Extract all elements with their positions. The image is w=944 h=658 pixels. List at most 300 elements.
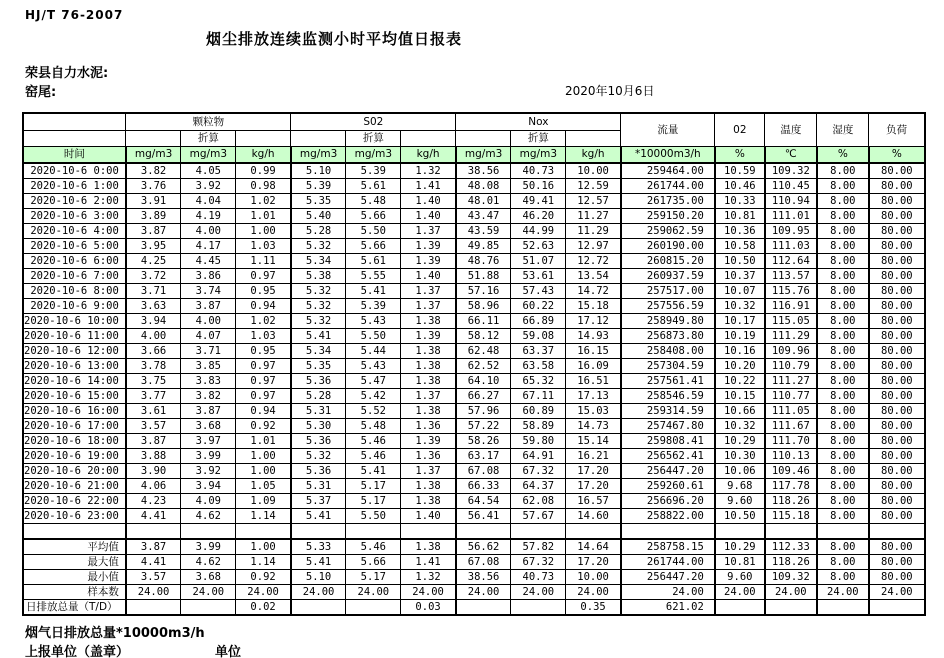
- summary-cell-value: 1.41: [401, 555, 456, 570]
- summary-cell-value: 3.99: [181, 539, 236, 555]
- unit-cell: mg/m3: [456, 146, 511, 163]
- cell-value: 16.15: [566, 344, 621, 359]
- summary-cell-value: [291, 600, 346, 616]
- cell-value: 80.00: [869, 419, 925, 434]
- cell-value: 80.00: [869, 209, 925, 224]
- summary-cell-value: 40.73: [511, 570, 566, 585]
- cell-value: 5.32: [291, 314, 346, 329]
- cell-value: 14.60: [566, 509, 621, 524]
- cell-value: 12.97: [566, 239, 621, 254]
- cell-value: 64.54: [456, 494, 511, 509]
- cell-value: 111.27: [765, 374, 817, 389]
- cell-value: 3.77: [126, 389, 181, 404]
- cell-label: 2020-10-6 7:00: [23, 269, 126, 284]
- cell-value: 8.00: [817, 464, 869, 479]
- cell-value: 12.57: [566, 194, 621, 209]
- cell-value: 16.51: [566, 374, 621, 389]
- subheader-converted: 折算: [181, 130, 236, 146]
- blank-value: [346, 524, 401, 540]
- summary-cell-value: 4.41: [126, 555, 181, 570]
- cell-value: 57.67: [511, 509, 566, 524]
- unit-label: 单位: [215, 645, 242, 658]
- cell-value: 5.42: [346, 389, 401, 404]
- units-row: [23, 146, 925, 163]
- cell-value: 4.17: [181, 239, 236, 254]
- cell-value: 5.37: [291, 494, 346, 509]
- subheader-converted: 折算: [511, 130, 566, 146]
- cell-label: 2020-10-6 20:00: [23, 464, 126, 479]
- cell-value: 66.27: [456, 389, 511, 404]
- blank-value: [291, 524, 346, 540]
- table-row: [23, 464, 925, 479]
- cell-value: 63.58: [511, 359, 566, 374]
- cell-value: 67.11: [511, 389, 566, 404]
- cell-value: 1.14: [236, 509, 291, 524]
- cell-value: 8.00: [817, 374, 869, 389]
- blank-value: [126, 524, 181, 540]
- summary-row: [23, 539, 925, 555]
- cell-value: 5.41: [346, 464, 401, 479]
- summary-cell-value: 1.14: [236, 555, 291, 570]
- cell-value: 3.83: [181, 374, 236, 389]
- cell-value: 14.73: [566, 419, 621, 434]
- table-row: [23, 389, 925, 404]
- cell-value: 50.16: [511, 179, 566, 194]
- cell-value: 10.15: [715, 389, 765, 404]
- cell-value: 9.60: [715, 494, 765, 509]
- cell-value: 8.00: [817, 254, 869, 269]
- summary-cell-value: 1.32: [401, 570, 456, 585]
- summary-cell-value: 112.33: [765, 539, 817, 555]
- cell-value: 3.94: [181, 479, 236, 494]
- blank-value: [456, 524, 511, 540]
- cell-value: 260190.00: [621, 239, 715, 254]
- table-row: [23, 494, 925, 509]
- cell-value: 259314.59: [621, 404, 715, 419]
- header-o2: 02: [715, 113, 765, 146]
- summary-cell-value: 258758.15: [621, 539, 715, 555]
- summary-cell-value: [715, 600, 765, 616]
- cell-value: 10.81: [715, 209, 765, 224]
- cell-value: 5.17: [346, 494, 401, 509]
- cell-value: 64.37: [511, 479, 566, 494]
- summary-cell-value: 0.02: [236, 600, 291, 616]
- cell-label: 2020-10-6 18:00: [23, 434, 126, 449]
- cell-value: 10.32: [715, 299, 765, 314]
- time-header-cell: 时间: [23, 146, 126, 163]
- cell-value: 4.45: [181, 254, 236, 269]
- cell-value: 5.32: [291, 299, 346, 314]
- summary-cell-label: 日排放总量（T/D）: [23, 600, 126, 616]
- cell-value: 8.00: [817, 359, 869, 374]
- summary-cell-value: 24.00: [291, 585, 346, 600]
- cell-value: 1.38: [401, 344, 456, 359]
- cell-label: 2020-10-6 19:00: [23, 449, 126, 464]
- unit-cell: %: [817, 146, 869, 163]
- cell-value: 1.39: [401, 254, 456, 269]
- header-flow: 流量: [621, 113, 715, 146]
- cell-value: 8.00: [817, 179, 869, 194]
- cell-value: 46.20: [511, 209, 566, 224]
- cell-value: 5.66: [346, 239, 401, 254]
- cell-value: 57.43: [511, 284, 566, 299]
- cell-value: 14.72: [566, 284, 621, 299]
- cell-value: 1.38: [401, 494, 456, 509]
- cell-value: 62.52: [456, 359, 511, 374]
- cell-value: 3.57: [126, 419, 181, 434]
- group-header-nox: Nox: [456, 113, 621, 130]
- cell-value: 10.16: [715, 344, 765, 359]
- cell-value: 5.61: [346, 179, 401, 194]
- cell-value: 4.00: [126, 329, 181, 344]
- summary-cell-value: 5.41: [291, 555, 346, 570]
- cell-value: 8.00: [817, 434, 869, 449]
- cell-value: 4.00: [181, 224, 236, 239]
- summary-cell-value: 56.62: [456, 539, 511, 555]
- cell-value: 53.61: [511, 269, 566, 284]
- cell-value: 3.94: [126, 314, 181, 329]
- summary-cell-value: 3.87: [126, 539, 181, 555]
- cell-value: 80.00: [869, 329, 925, 344]
- summary-cell-value: 5.66: [346, 555, 401, 570]
- cell-label: 2020-10-6 22:00: [23, 494, 126, 509]
- cell-value: 1.09: [236, 494, 291, 509]
- cell-value: 5.36: [291, 374, 346, 389]
- cell-value: 258408.00: [621, 344, 715, 359]
- unit-cell: %: [869, 146, 925, 163]
- cell-value: 3.87: [181, 299, 236, 314]
- cell-value: 80.00: [869, 494, 925, 509]
- cell-value: 4.41: [126, 509, 181, 524]
- cell-value: 15.14: [566, 434, 621, 449]
- cell-value: 109.32: [765, 163, 817, 179]
- cell-value: 5.50: [346, 224, 401, 239]
- cell-value: 261735.00: [621, 194, 715, 209]
- cell-value: 5.66: [346, 209, 401, 224]
- blank-value: [817, 524, 869, 540]
- blank-value: [621, 524, 715, 540]
- summary-cell-value: 57.82: [511, 539, 566, 555]
- cell-value: 1.11: [236, 254, 291, 269]
- cell-value: 80.00: [869, 239, 925, 254]
- summary-cell-value: 621.02: [621, 600, 715, 616]
- summary-cell-value: 17.20: [566, 555, 621, 570]
- cell-value: 3.87: [126, 224, 181, 239]
- cell-value: 1.01: [236, 434, 291, 449]
- cell-value: 5.10: [291, 163, 346, 179]
- table-row: [23, 224, 925, 239]
- cell-value: 3.97: [181, 434, 236, 449]
- cell-value: 256447.20: [621, 464, 715, 479]
- cell-value: 4.06: [126, 479, 181, 494]
- cell-value: 1.00: [236, 224, 291, 239]
- summary-cell-value: 1.00: [236, 539, 291, 555]
- cell-value: 1.32: [401, 163, 456, 179]
- cell-value: 8.00: [817, 344, 869, 359]
- summary-cell-value: 9.60: [715, 570, 765, 585]
- cell-value: 1.00: [236, 449, 291, 464]
- cell-value: 1.03: [236, 239, 291, 254]
- table-row: [23, 374, 925, 389]
- cell-value: 4.07: [181, 329, 236, 344]
- cell-value: 67.08: [456, 464, 511, 479]
- cell-value: 3.71: [181, 344, 236, 359]
- blank-value: [765, 524, 817, 540]
- cell-value: 65.32: [511, 374, 566, 389]
- table-row: [23, 194, 925, 209]
- cell-value: 1.36: [401, 449, 456, 464]
- cell-label: 2020-10-6 5:00: [23, 239, 126, 254]
- summary-cell-value: 24.00: [401, 585, 456, 600]
- cell-value: 5.43: [346, 359, 401, 374]
- cell-value: 66.33: [456, 479, 511, 494]
- cell-value: 44.99: [511, 224, 566, 239]
- report-unit-label: 上报单位（盖章）: [25, 645, 130, 658]
- cell-value: 1.40: [401, 509, 456, 524]
- blank-value: [869, 524, 925, 540]
- cell-value: 16.57: [566, 494, 621, 509]
- summary-cell-value: 0.92: [236, 570, 291, 585]
- summary-cell-value: 5.10: [291, 570, 346, 585]
- cell-value: 8.00: [817, 389, 869, 404]
- cell-value: 16.21: [566, 449, 621, 464]
- cell-value: 3.90: [126, 464, 181, 479]
- cell-value: 3.85: [181, 359, 236, 374]
- cell-value: 4.05: [181, 163, 236, 179]
- cell-value: 0.94: [236, 299, 291, 314]
- cell-value: 11.27: [566, 209, 621, 224]
- cell-value: 8.00: [817, 329, 869, 344]
- cell-value: 5.43: [346, 314, 401, 329]
- summary-cell-label: 样本数: [23, 585, 126, 600]
- cell-value: 3.87: [181, 404, 236, 419]
- cell-value: 1.37: [401, 389, 456, 404]
- summary-row: [23, 570, 925, 585]
- summary-cell-value: [346, 600, 401, 616]
- summary-cell-value: 24.00: [181, 585, 236, 600]
- blank-corner-cell: [23, 130, 126, 146]
- table-row: [23, 239, 925, 254]
- cell-value: 10.30: [715, 449, 765, 464]
- cell-value: 3.66: [126, 344, 181, 359]
- summary-cell-value: 3.68: [181, 570, 236, 585]
- cell-value: 80.00: [869, 314, 925, 329]
- cell-value: 80.00: [869, 404, 925, 419]
- unit-cell: mg/m3: [346, 146, 401, 163]
- cell-value: 10.19: [715, 329, 765, 344]
- cell-value: 10.50: [715, 254, 765, 269]
- cell-value: 1.03: [236, 329, 291, 344]
- table-row: [23, 359, 925, 374]
- cell-label: 2020-10-6 17:00: [23, 419, 126, 434]
- cell-value: 17.13: [566, 389, 621, 404]
- cell-value: 1.40: [401, 209, 456, 224]
- summary-cell-value: 10.29: [715, 539, 765, 555]
- cell-value: 5.38: [291, 269, 346, 284]
- cell-label: 2020-10-6 13:00: [23, 359, 126, 374]
- unit-cell: %: [715, 146, 765, 163]
- cell-value: 259808.41: [621, 434, 715, 449]
- cell-value: 5.50: [346, 329, 401, 344]
- cell-value: 257304.59: [621, 359, 715, 374]
- summary-cell-value: [817, 600, 869, 616]
- cell-value: 63.37: [511, 344, 566, 359]
- table-row: [23, 479, 925, 494]
- cell-value: 261744.00: [621, 179, 715, 194]
- cell-value: 258822.00: [621, 509, 715, 524]
- summary-cell-value: 80.00: [869, 570, 925, 585]
- blank-cell: [456, 130, 511, 146]
- cell-value: 9.68: [715, 479, 765, 494]
- cell-value: 5.48: [346, 419, 401, 434]
- cell-value: 5.55: [346, 269, 401, 284]
- cell-value: 80.00: [869, 359, 925, 374]
- unit-cell: kg/h: [401, 146, 456, 163]
- table-row: [23, 434, 925, 449]
- cell-value: 1.39: [401, 239, 456, 254]
- summary-row: [23, 555, 925, 570]
- cell-value: 5.39: [291, 179, 346, 194]
- cell-value: 3.86: [181, 269, 236, 284]
- cell-label: 2020-10-6 23:00: [23, 509, 126, 524]
- cell-value: 3.75: [126, 374, 181, 389]
- cell-value: 1.40: [401, 194, 456, 209]
- cell-value: 113.57: [765, 269, 817, 284]
- summary-cell-value: 24.00: [511, 585, 566, 600]
- cell-value: 80.00: [869, 374, 925, 389]
- cell-value: 4.62: [181, 509, 236, 524]
- unit-cell: mg/m3: [126, 146, 181, 163]
- cell-value: 5.41: [291, 329, 346, 344]
- cell-value: 3.88: [126, 449, 181, 464]
- blank-cell: [401, 130, 456, 146]
- cell-value: 1.38: [401, 479, 456, 494]
- cell-value: 109.95: [765, 224, 817, 239]
- cell-value: 3.99: [181, 449, 236, 464]
- cell-value: 0.99: [236, 163, 291, 179]
- summary-cell-value: [126, 600, 181, 616]
- cell-value: 59.08: [511, 329, 566, 344]
- table-row: [23, 344, 925, 359]
- summary-cell-value: 24.00: [621, 585, 715, 600]
- cell-value: 10.66: [715, 404, 765, 419]
- cell-label: 2020-10-6 12:00: [23, 344, 126, 359]
- cell-value: 3.63: [126, 299, 181, 314]
- cell-value: 116.91: [765, 299, 817, 314]
- cell-value: 3.91: [126, 194, 181, 209]
- report-table: [22, 112, 926, 616]
- blank-value: [511, 524, 566, 540]
- cell-value: 260937.59: [621, 269, 715, 284]
- summary-cell-value: 67.08: [456, 555, 511, 570]
- table-row: [23, 179, 925, 194]
- cell-value: 17.20: [566, 479, 621, 494]
- summary-cell-value: 24.00: [566, 585, 621, 600]
- cell-value: 111.67: [765, 419, 817, 434]
- cell-value: 0.97: [236, 269, 291, 284]
- cell-value: 8.00: [817, 419, 869, 434]
- cell-value: 0.94: [236, 404, 291, 419]
- cell-value: 5.32: [291, 239, 346, 254]
- cell-value: 5.50: [346, 509, 401, 524]
- cell-value: 80.00: [869, 509, 925, 524]
- cell-label: 2020-10-6 2:00: [23, 194, 126, 209]
- cell-value: 3.82: [181, 389, 236, 404]
- cell-value: 1.39: [401, 434, 456, 449]
- cell-value: 257467.80: [621, 419, 715, 434]
- cell-value: 5.32: [291, 284, 346, 299]
- summary-cell-value: [765, 600, 817, 616]
- cell-value: 5.46: [346, 434, 401, 449]
- summary-cell-value: 261744.00: [621, 555, 715, 570]
- cell-value: 8.00: [817, 163, 869, 179]
- cell-value: 4.25: [126, 254, 181, 269]
- cell-value: 8.00: [817, 269, 869, 284]
- cell-value: 8.00: [817, 299, 869, 314]
- summary-cell-value: 5.46: [346, 539, 401, 555]
- cell-label: 2020-10-6 15:00: [23, 389, 126, 404]
- cell-value: 110.13: [765, 449, 817, 464]
- cell-value: 115.18: [765, 509, 817, 524]
- summary-cell-value: 109.32: [765, 570, 817, 585]
- unit-cell: mg/m3: [181, 146, 236, 163]
- cell-label: 2020-10-6 16:00: [23, 404, 126, 419]
- cell-value: 259150.20: [621, 209, 715, 224]
- cell-value: 8.00: [817, 314, 869, 329]
- cell-value: 8.00: [817, 239, 869, 254]
- cell-value: 62.08: [511, 494, 566, 509]
- summary-cell-value: 1.38: [401, 539, 456, 555]
- cell-value: 5.36: [291, 434, 346, 449]
- cell-value: 258546.59: [621, 389, 715, 404]
- cell-value: 51.07: [511, 254, 566, 269]
- summary-cell-value: 24.00: [715, 585, 765, 600]
- cell-value: 15.03: [566, 404, 621, 419]
- cell-label: 2020-10-6 14:00: [23, 374, 126, 389]
- cell-value: 112.64: [765, 254, 817, 269]
- summary-cell-value: 118.26: [765, 555, 817, 570]
- cell-value: 3.74: [181, 284, 236, 299]
- cell-label: 2020-10-6 9:00: [23, 299, 126, 314]
- cell-value: 8.00: [817, 509, 869, 524]
- cell-value: 48.76: [456, 254, 511, 269]
- cell-label: 2020-10-6 8:00: [23, 284, 126, 299]
- group-header-particulate: 颗粒物: [126, 113, 291, 130]
- cell-value: 4.19: [181, 209, 236, 224]
- summary-cell-value: 5.17: [346, 570, 401, 585]
- cell-value: 80.00: [869, 179, 925, 194]
- cell-value: 5.31: [291, 404, 346, 419]
- cell-value: 5.28: [291, 389, 346, 404]
- cell-value: 63.17: [456, 449, 511, 464]
- summary-cell-value: [869, 600, 925, 616]
- cell-value: 5.28: [291, 224, 346, 239]
- cell-value: 48.01: [456, 194, 511, 209]
- table-row: [23, 329, 925, 344]
- summary-cell-value: 14.64: [566, 539, 621, 555]
- cell-value: 57.96: [456, 404, 511, 419]
- cell-value: 10.22: [715, 374, 765, 389]
- cell-value: 1.02: [236, 314, 291, 329]
- cell-value: 1.02: [236, 194, 291, 209]
- summary-cell-value: 24.00: [236, 585, 291, 600]
- cell-value: 1.01: [236, 209, 291, 224]
- cell-value: 62.48: [456, 344, 511, 359]
- cell-value: 1.39: [401, 329, 456, 344]
- subheader-converted: 折算: [346, 130, 401, 146]
- table-row: [23, 163, 925, 179]
- cell-value: 10.58: [715, 239, 765, 254]
